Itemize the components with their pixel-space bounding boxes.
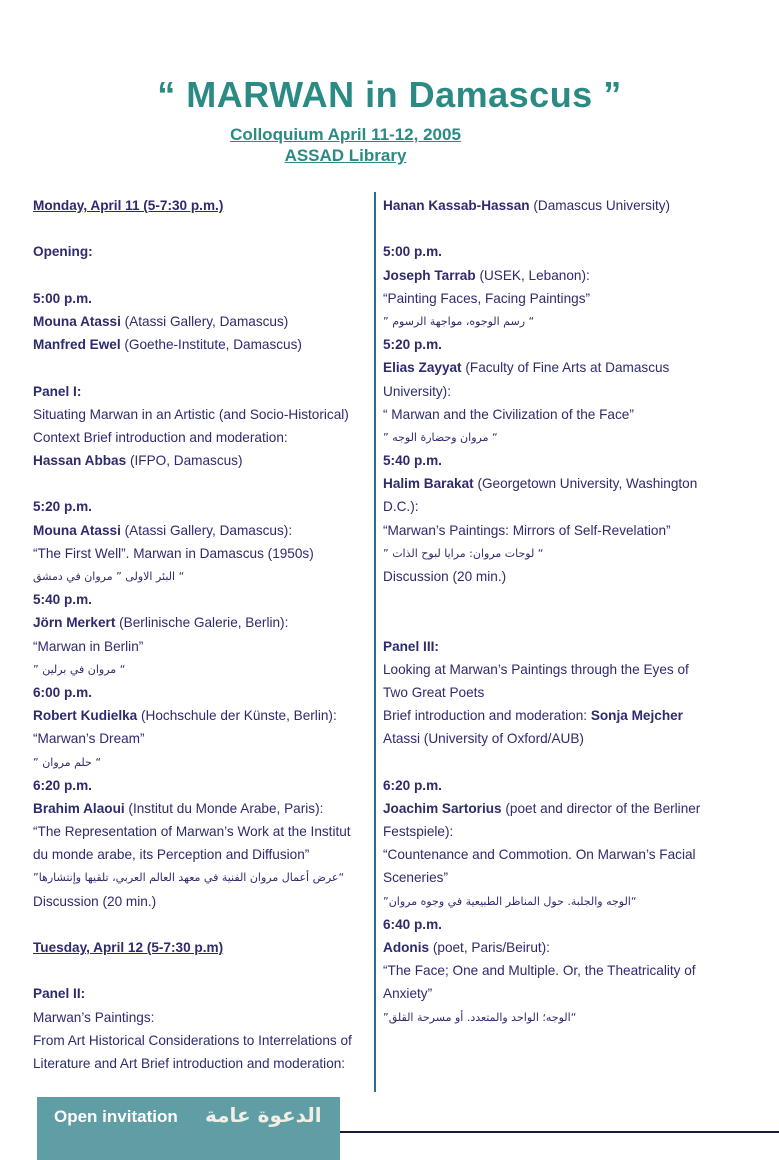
line-text: Atassi (University of Oxford/AUB) — [383, 731, 584, 747]
program-line — [383, 565, 743, 588]
bottom-rule — [340, 1131, 779, 1133]
speaker-name: Robert Kudielka — [33, 708, 138, 724]
line-text: “ Marwan and the Civilization of the Face” — [383, 406, 634, 422]
program-line — [33, 240, 363, 263]
program-line — [383, 519, 743, 542]
spacer — [383, 751, 743, 774]
program-line — [383, 426, 743, 449]
spacer — [33, 356, 363, 379]
line-text: du monde arabe, its Perception and Diffusion” — [33, 847, 310, 863]
program-line — [33, 681, 363, 704]
line-text: Panel II: — [33, 986, 86, 1002]
speaker-name: Hanan Kassab-Hassan — [383, 198, 530, 213]
program-line — [33, 820, 363, 843]
program-line — [383, 380, 743, 403]
program-line — [383, 1006, 743, 1029]
program-line — [33, 287, 363, 310]
program-line — [383, 264, 743, 287]
line-text: 6:00 p.m. — [33, 684, 92, 700]
program-line — [33, 658, 363, 681]
line-text: “ رسم الوجوه، مواجهة الرسوم ” — [383, 314, 535, 328]
line-text: (Goethe-Institute, Damascus) — [120, 337, 302, 353]
program-line — [383, 658, 743, 681]
speaker-name: Joseph Tarrab — [383, 267, 476, 283]
line-text: “The Face; One and Multiple. Or, the Theatricality of — [383, 963, 696, 979]
program-line — [383, 333, 743, 356]
program-line — [33, 194, 363, 217]
spacer — [33, 217, 363, 240]
line-text: “ لوحات مروان: مرايا لبوح الذات ” — [383, 546, 544, 560]
program-line — [383, 310, 743, 333]
line-text: Sceneries” — [383, 870, 448, 886]
line-text: Opening: — [33, 244, 93, 260]
line-text: 5:00 p.m. — [383, 244, 442, 260]
speaker-name: Joachim Sartorius — [383, 800, 502, 816]
line-text: “Marwan in Berlin” — [33, 638, 144, 654]
moderator-name: Sonja Mejcher — [590, 708, 683, 724]
line-text: 5:20 p.m. — [33, 499, 92, 515]
program-line — [33, 774, 363, 797]
line-text: (Atassi Gallery, Damascus): — [120, 522, 293, 538]
line-text: Monday, April 11 (5-7:30 p.m.) — [33, 198, 224, 213]
program-line — [383, 843, 743, 866]
line-text: (Atassi Gallery, Damascus) — [120, 313, 289, 329]
program-line — [383, 472, 743, 495]
line-text: 5:20 p.m. — [383, 337, 442, 353]
program-line — [383, 774, 743, 797]
line-text: (Institut du Monde Arabe, Paris): — [124, 800, 324, 816]
line-text: Two Great Poets — [383, 684, 485, 700]
program-line — [33, 449, 363, 472]
program-line — [33, 890, 363, 913]
program-line — [383, 240, 743, 263]
line-text: 5:00 p.m. — [33, 290, 92, 306]
program-line — [383, 727, 743, 750]
speaker-name: Jörn Merkert — [33, 615, 116, 631]
program-line — [33, 380, 363, 403]
line-text: (USEK, Lebanon): — [475, 267, 590, 283]
banner-arabic: الدعوة عامة — [205, 1103, 322, 1127]
line-text: “ حلم مروان ” — [33, 755, 102, 769]
speaker-name: Mouna Atassi — [33, 313, 121, 329]
program-line — [383, 449, 743, 472]
speaker-name: Elias Zayyat — [383, 360, 462, 376]
line-text: “ مروان في برلين ” — [33, 662, 126, 676]
program-line — [383, 820, 743, 843]
program-line — [33, 982, 363, 1005]
spacer — [383, 217, 743, 240]
line-text: “Marwan’s Dream” — [33, 731, 145, 747]
line-text: “The Representation of Marwan’s Work at the Institut — [33, 824, 351, 840]
line-text: Context Brief introduction and moderation: — [33, 429, 288, 445]
program-line — [33, 565, 363, 588]
venue: ASSAD Library — [284, 146, 407, 165]
program-line — [33, 704, 363, 727]
line-text: 6:20 p.m. — [383, 777, 442, 793]
program-line — [383, 959, 743, 982]
line-text: (poet, Paris/Beirut): — [429, 940, 550, 955]
speaker-name: Brahim Alaoui — [33, 800, 125, 816]
line-text: (poet and director of the Berliner — [501, 800, 701, 816]
line-text: 6:20 p.m. — [33, 777, 92, 793]
program-line — [383, 936, 743, 959]
speaker-name: Mouna Atassi — [33, 522, 121, 538]
program-line — [33, 1052, 363, 1075]
line-text: Discussion (20 min.) — [383, 569, 507, 584]
program-line — [33, 542, 363, 565]
speaker-name: Halim Barakat — [383, 476, 474, 492]
line-text: From Art Historical Considerations to Interrelations of — [33, 1032, 352, 1048]
line-text: 5:40 p.m. — [383, 453, 442, 469]
program-line — [33, 333, 363, 356]
line-text: Looking at Marwan’s Paintings through the Eyes of — [383, 661, 689, 677]
spacer — [33, 472, 363, 495]
program-line — [383, 681, 743, 704]
spacer — [383, 611, 743, 634]
program-line — [33, 936, 363, 959]
line-text: “عرض أعمال مروان الفنية في معهد العالم العربي، تلقيها وإنتشارها” — [33, 871, 345, 885]
speaker-name: Manfred Ewel — [33, 337, 121, 353]
line-text: Tuesday, April 12 (5-7:30 p.m) — [33, 940, 224, 955]
program-line — [383, 287, 743, 310]
page-title: “ MARWAN in Damascus ” — [157, 74, 622, 115]
line-text: Marwan’s Paintings: — [33, 1009, 155, 1025]
program-line — [33, 635, 363, 658]
program-line — [33, 797, 363, 820]
line-text: “Marwan’s Paintings: Mirrors of Self-Revelation” — [383, 522, 671, 538]
line-text: Panel III: — [383, 638, 439, 654]
banner-label: Open invitation — [54, 1107, 178, 1126]
program-line — [383, 356, 743, 379]
speaker-name: Hassan Abbas — [33, 453, 127, 469]
spacer — [33, 913, 363, 936]
column-divider — [374, 192, 376, 1092]
line-text: Festspiele): — [383, 824, 454, 840]
line-text: (Damascus University) — [529, 198, 671, 213]
program-line — [383, 890, 743, 913]
line-text: D.C.): — [383, 499, 419, 515]
program-line — [33, 403, 363, 426]
program-line — [33, 727, 363, 750]
line-text: (Hochschule der Künste, Berlin): — [137, 708, 337, 724]
program-line — [383, 403, 743, 426]
program-line — [33, 310, 363, 333]
line-text: Anxiety” — [383, 986, 433, 1002]
line-text: (Georgetown University, Washington — [473, 476, 698, 492]
line-text: “ البئر الاولى ” مروان في دمشق — [33, 570, 185, 583]
spacer — [383, 588, 743, 611]
line-text: (Berlinische Galerie, Berlin): — [115, 615, 289, 631]
program-line — [33, 588, 363, 611]
program-line — [383, 866, 743, 889]
line-text: “الوجه؛ الواحد والمتعدد. أو مسرحة القلق” — [383, 1010, 577, 1024]
line-text: 5:40 p.m. — [33, 592, 92, 608]
program-line — [33, 843, 363, 866]
program-line — [383, 194, 743, 217]
colloquium-date: Colloquium April 11-12, 2005 — [230, 125, 461, 144]
program-line — [33, 1006, 363, 1029]
line-text: Discussion (20 min.) — [33, 893, 157, 909]
program-right-column — [383, 194, 743, 1029]
program-line — [33, 611, 363, 634]
line-text: Literature and Art Brief introduction and moderation: — [33, 1055, 346, 1071]
line-text: “Countenance and Commotion. On Marwan’s Facial — [383, 847, 696, 863]
line-text: (IFPO, Damascus) — [126, 453, 243, 469]
program-line — [383, 797, 743, 820]
program-line — [33, 1029, 363, 1052]
program-line — [33, 519, 363, 542]
program-line — [383, 704, 743, 727]
line-text: Panel I: — [33, 383, 82, 399]
program-line — [33, 495, 363, 518]
program-line — [383, 495, 743, 518]
program-left-column — [33, 194, 363, 1075]
line-text: Brief introduction and moderation: — [383, 708, 591, 724]
line-text: 6:40 p.m. — [383, 916, 442, 932]
program-line — [33, 866, 363, 889]
line-text: University): — [383, 383, 451, 399]
speaker-name: Adonis — [383, 940, 430, 955]
open-invitation-banner — [37, 1097, 340, 1160]
spacer — [33, 264, 363, 287]
program-line — [383, 982, 743, 1005]
spacer — [33, 959, 363, 982]
program-line — [383, 542, 743, 565]
line-text: “ مروان وحضارة الوجه ” — [383, 430, 498, 444]
program-line — [383, 913, 743, 936]
line-text: “الوجه والجلبة. حول المناظر الطبيعية في وجوه مروان” — [383, 894, 637, 908]
program-line — [33, 426, 363, 449]
line-text: “Painting Faces, Facing Paintings” — [383, 290, 591, 306]
program-line — [33, 751, 363, 774]
program-line — [383, 635, 743, 658]
line-text: “The First Well”. Marwan in Damascus (1950s) — [33, 545, 314, 561]
line-text: Situating Marwan in an Artistic (and Socio-Historical) — [33, 406, 349, 422]
line-text: (Faculty of Fine Arts at Damascus — [461, 360, 670, 376]
